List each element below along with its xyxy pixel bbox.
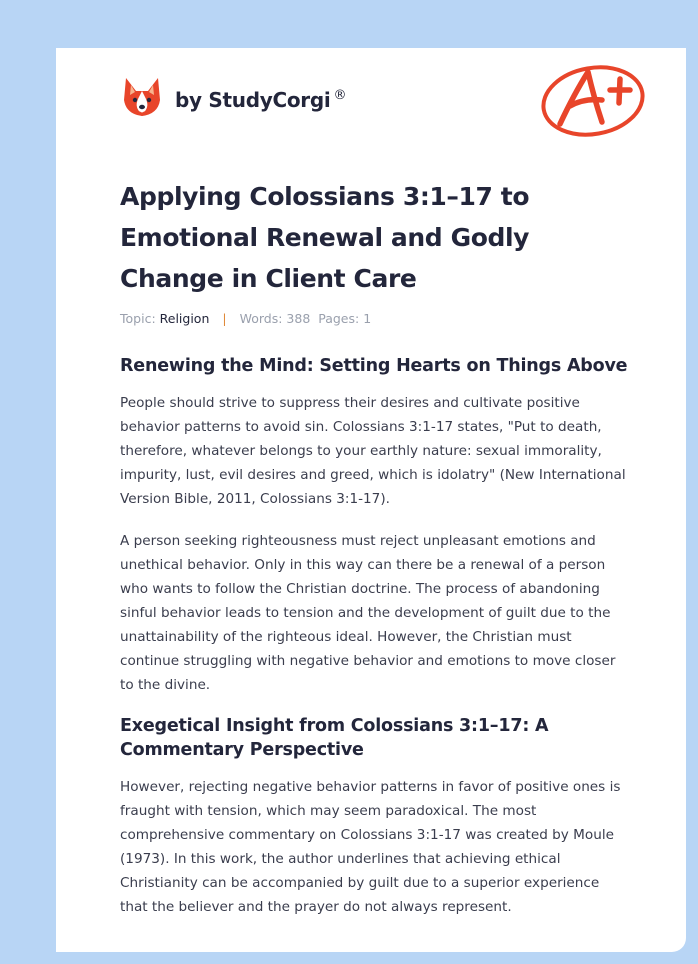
studycorgi-logo[interactable] — [122, 76, 346, 120]
pages-label: Pages: — [318, 311, 360, 326]
pages-count: 1 — [363, 311, 372, 326]
topic-link[interactable]: Religion — [159, 311, 210, 326]
section-heading: Renewing the Mind: Setting Hearts on Things Above — [120, 356, 628, 376]
grade-a-plus-stamp — [538, 60, 648, 138]
words-label: Words: — [239, 311, 283, 326]
section-heading: Exegetical Insight from Colossians 3:1–17: A Commentary Perspective — [120, 716, 549, 760]
registered-mark: ® — [333, 88, 347, 104]
document-title: Applying Colossians 3:1–17 to Emotional Renewal and Godly Change in Client Care — [120, 182, 530, 293]
body-paragraph: However, rejecting negative behavior patterns in favor of positive ones is fraught with tension, which may seem paradoxical. The most comprehensive commentary on Colossians 3:1-17 was created by Moule (1973). In this work, the author underlines that achieving ethical Christianity can be accompanied by guilt due to a superior experience that the believer and the prayer do not always represent. — [120, 779, 621, 915]
meta-separator: | — [222, 311, 227, 326]
brand-name: by StudyCorgi ® — [175, 88, 347, 112]
body-paragraph: A person seeking righteousness must reject unpleasant emotions and unethical behavior. Only in this way can there be a renewal of a person who wants to follow the Christian doctrine. The process of abandoning sinful behavior leads to tension and the development of guilt due to the unattainability of the righteous ideal. However, the Christian must continue struggling with negative behavior and emotions to move closer to the divine. — [120, 533, 616, 693]
topic-label: Topic: — [120, 311, 156, 326]
document-page — [56, 48, 686, 952]
body-paragraph: People should strive to suppress their desires and cultivate positive behavior patterns to avoid sin. Colossians 3:1-17 states, "Put to death, therefore, whatever belongs to your earthly nature: sexual immorality, impurity, lust, evil desires and greed, which is idolatry" (New International Version Bible, 2011, Colossians 3:1-17). — [120, 395, 626, 507]
words-count: 388 — [286, 311, 311, 326]
document-meta — [120, 311, 371, 326]
corgi-icon — [122, 76, 162, 120]
